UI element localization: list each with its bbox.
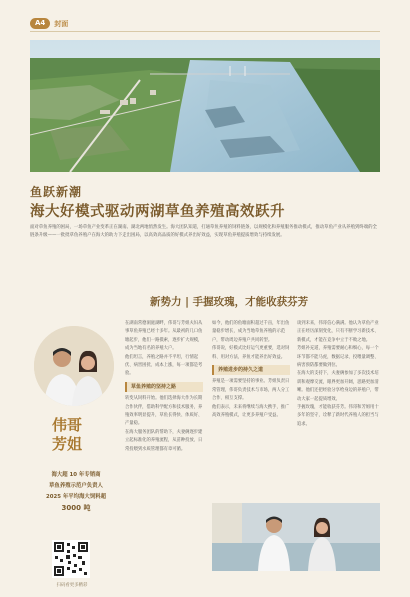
page-number-badge: A4 <box>30 18 50 29</box>
credit-line: 3000 吨 <box>61 504 91 512</box>
subhead-progress: 养殖进步的持久之道 <box>212 365 290 375</box>
page-header <box>30 18 68 29</box>
paragraph: 转变从饲料开始。他们选择海大作为长期合作伙伴，借助科学配方和技术服务，养殖效率明显提升，草鱼长得快、体质好、产量稳。 <box>125 396 203 427</box>
article-section-title: 新势力 | 手握玫瑰，才能收获芬芳 <box>150 296 309 308</box>
paragraph: 伟哥说，好模式比好运气更重要，选对饲料、用对方法，养鱼才能养出好效益。 <box>212 346 290 360</box>
paragraph: 在湖南常德洞庭湖畔，伟哥与芳姐夫妇从事草鱼养殖已经十多年。从最初的几口鱼塘起步，他们一路摸索，逐步扩大规模，成为当地有名的养殖大户。 <box>125 321 203 352</box>
headline-kicker: 鱼跃新潮 <box>30 185 83 199</box>
article-column-1 <box>125 320 203 454</box>
credit-line: 草鱼养殖示范户负责人 <box>49 483 103 489</box>
paragraph: 芳姐补充道，养殖需要耐心和细心，每一个环节都不能马虎，数据记录、投喂量调整、病害预防都要做到位。 <box>297 346 379 369</box>
paragraph: 谈到未来，伟哥信心满满。他认为草鱼产业正在经历深刻变化，只有不断学习新技术、新模式，才能在竞争中立于不败之地。 <box>297 321 379 343</box>
credit-line: 海大超 10 年专销商 <box>51 472 101 478</box>
portrait-illustration <box>34 326 114 406</box>
qr-code-icon <box>52 540 90 578</box>
article-column-3 <box>297 320 380 429</box>
profile-panel <box>30 320 118 588</box>
paragraph: 他们表示，未来将继续与海大携手，推广高效养殖模式，让更多养殖户受益。 <box>212 404 290 419</box>
name-second: 芳姐 <box>52 435 83 453</box>
paragraph: 在海大的支持下，夫妻俩参加了多次技术培训和观摩交流，眼界更加开阔，思路更加清晰。他们还把经验分享给身边的养殖户，带动大家一起提质增效。 <box>297 371 379 402</box>
section-label: 封面 <box>54 19 69 28</box>
paragraph: 手握玫瑰，才能收获芬芳。伟哥和芳姐用十多年的坚守，诠释了新时代养殖人的担当与追求。 <box>297 405 379 427</box>
pond-photo-illustration <box>212 503 380 571</box>
profile-credit <box>40 470 112 514</box>
headline-title: 海大好模式驱动两湖草鱼养殖高效跃升 <box>30 204 285 220</box>
qr-code[interactable] <box>52 540 90 578</box>
paragraph: 他们坦言，养殖之路并不平坦，行情起伏、病害困扰、成本上涨，每一项都是考验。 <box>125 354 203 377</box>
paragraph: 养殖是一项需要坚持的事业。芳姐负责日常管理，伟哥负责技术与市场，两人分工合作、相互支撑。 <box>212 379 290 402</box>
hero-aerial-photo <box>30 40 380 172</box>
qr-label: 扫码看更多精彩 <box>56 583 88 588</box>
paragraph: 如今，他们的鱼塘面积超过千亩，年出鱼量稳步增长，成为当地草鱼养殖的示范户，带动周边养殖户共同转型。 <box>212 321 290 343</box>
profile-names <box>52 416 112 454</box>
header-divider <box>30 31 380 32</box>
name-first: 伟哥 <box>52 416 83 434</box>
headline-lead: 面对草鱼养殖的困局，一场草鱼产业变革正在湖南、湖北两地悄然发生。海大团队知道，打通草鱼养殖的饲料链条，以规模化和养殖服务推动模式，推动草鱼产业从养殖到终端的全链条升级——一批批草鱼养殖户在海大的助力下走出困局，以高效高品质的好模式养出好效益，实现草鱼养殖提质增效与持续发展。 <box>30 225 377 238</box>
credit-line: 2025 年平均海大饲料超 <box>45 494 106 500</box>
aerial-river-illustration <box>30 40 380 172</box>
couple-portrait <box>34 326 114 406</box>
subhead-persistence: 草鱼养殖的坚持之路 <box>125 382 203 392</box>
paragraph: 在海大服务团队的帮助下，夫妻俩逐步建立起标准化的养殖流程，从苗种投放、日常投喂到水质管理都有章可循。 <box>125 429 203 452</box>
couple-pond-photo <box>212 503 380 571</box>
article-column-2 <box>212 320 290 420</box>
